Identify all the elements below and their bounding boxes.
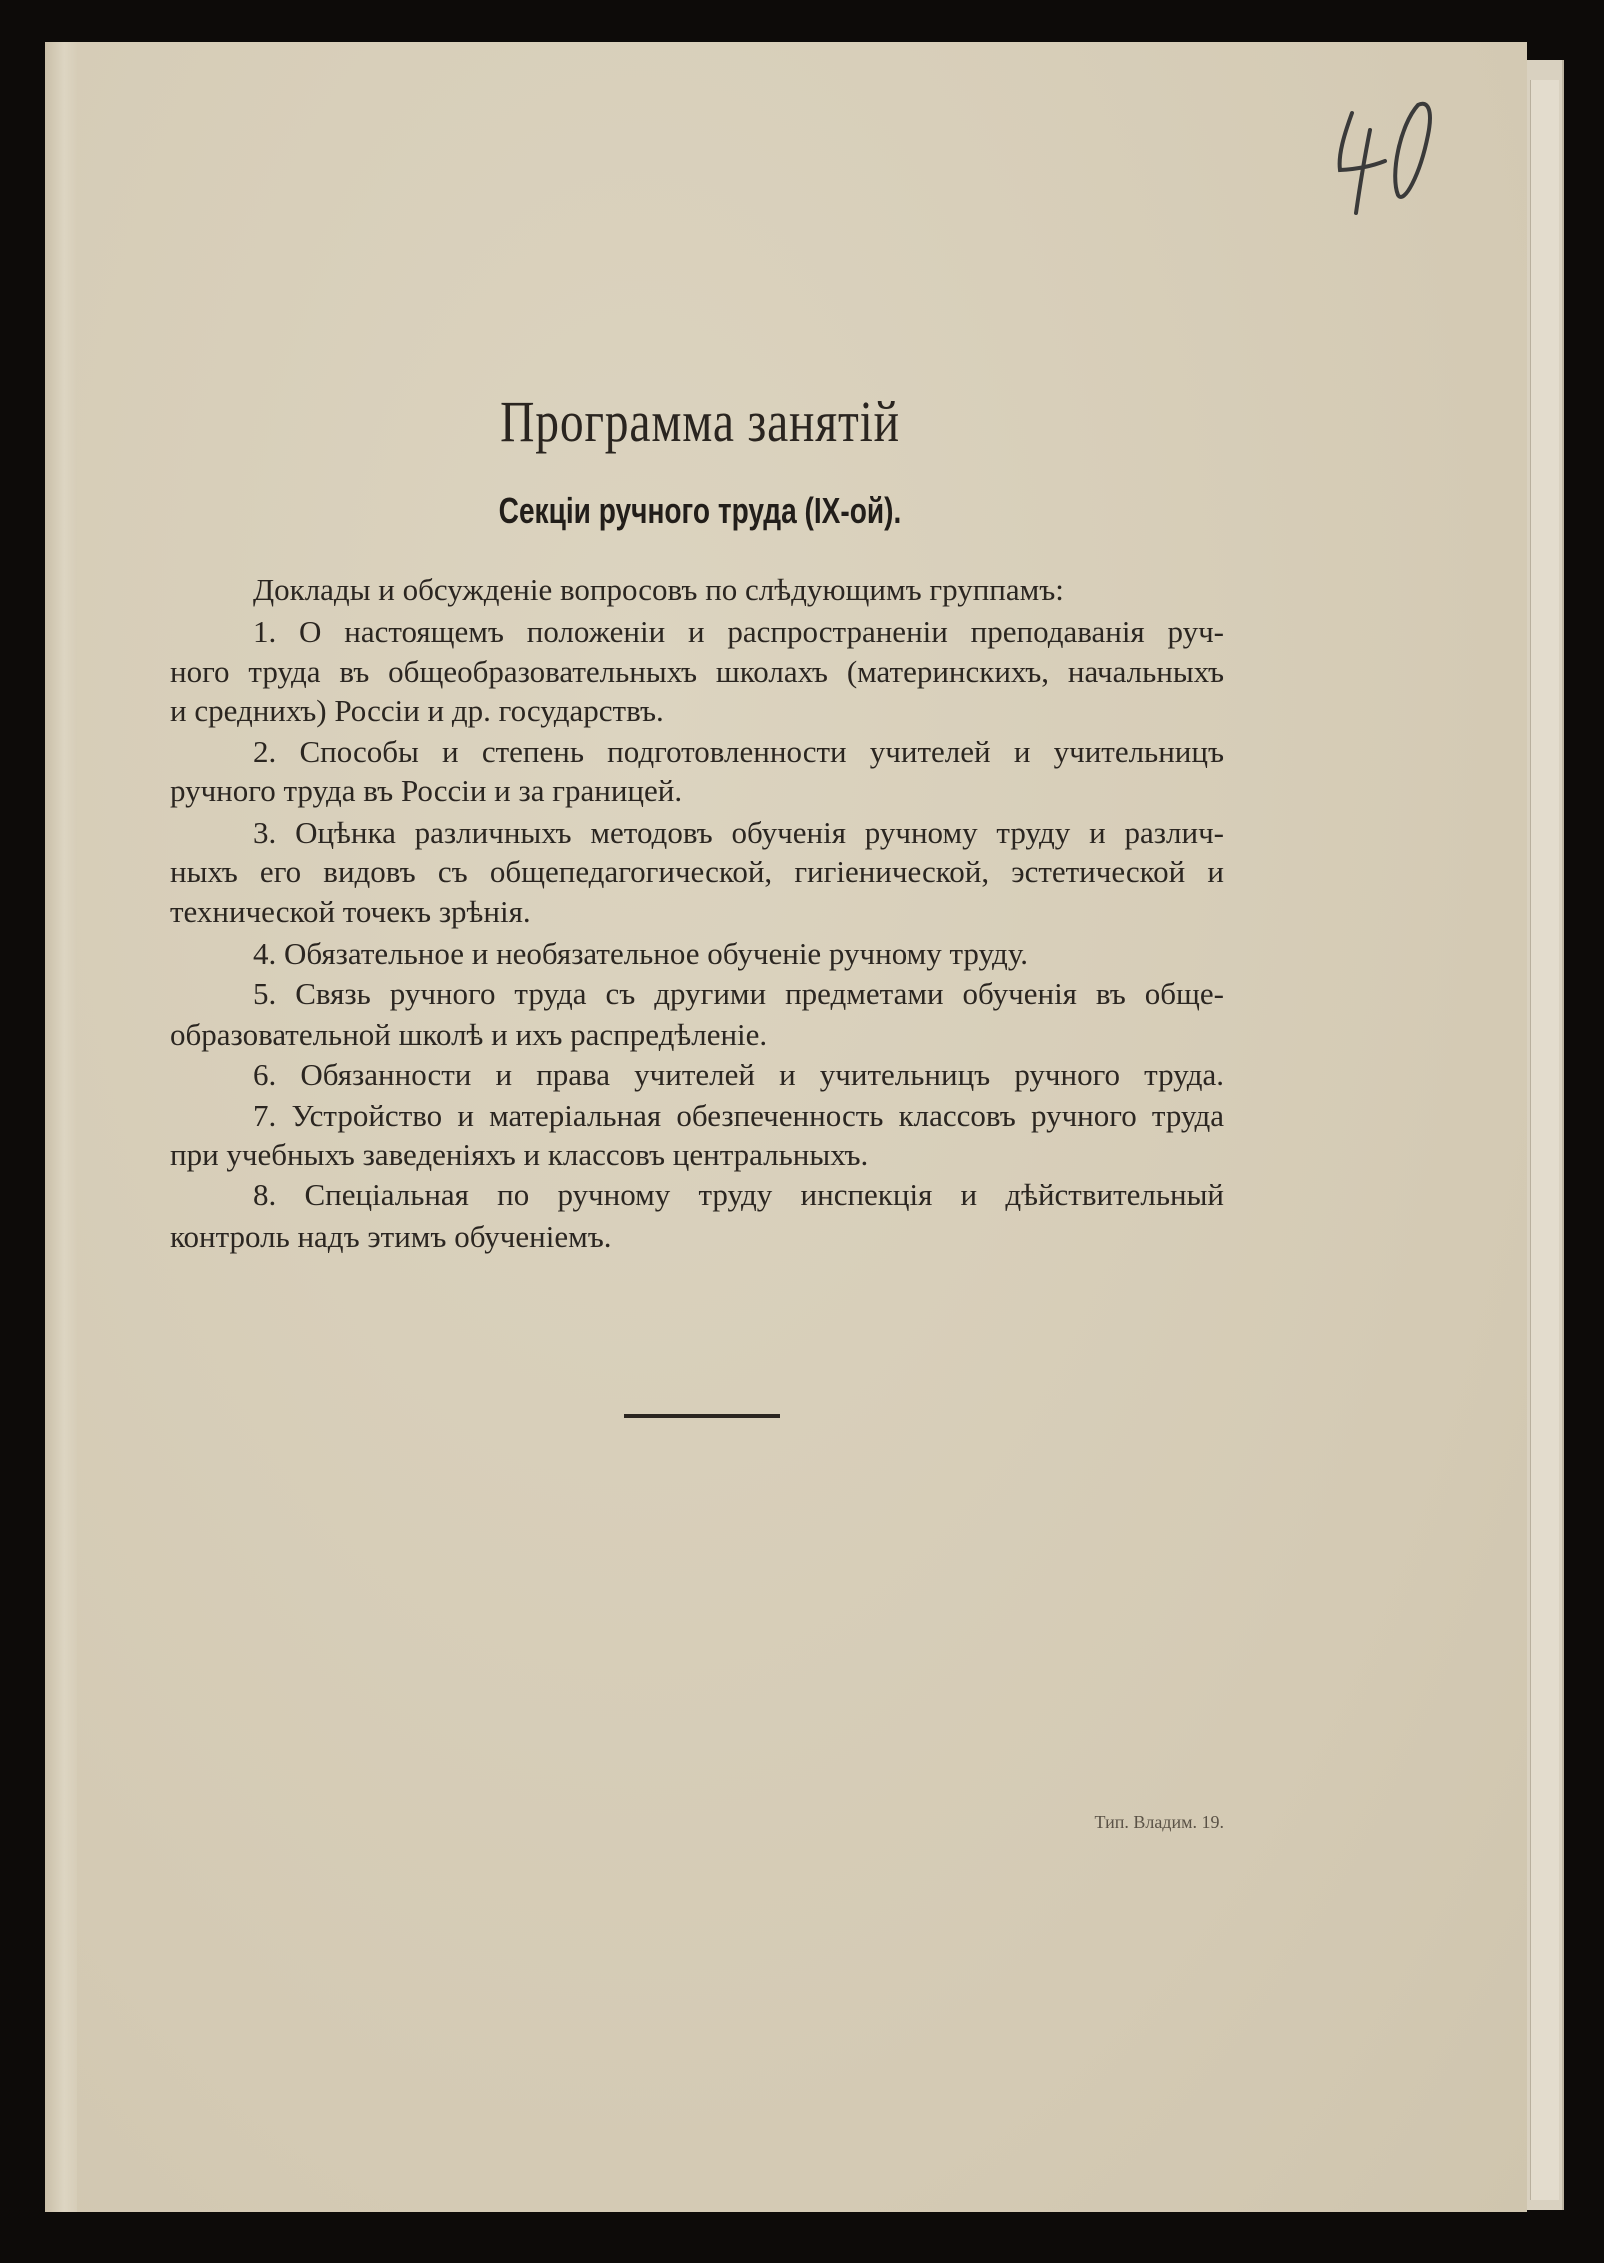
item-1-line-3: и среднихъ) Россіи и др. государствъ.	[170, 693, 664, 728]
item-7-line-2: при учебныхъ заведеніяхъ и классовъ центральныхъ.	[170, 1137, 869, 1172]
item-1-line-2: ного труда въ общеобразовательныхъ школахъ (материнскихъ, начальныхъ	[170, 654, 1224, 689]
page-binding-edge	[45, 42, 77, 2212]
document-subtitle: Секціи ручного труда (IX-ой).	[498, 490, 902, 531]
printer-imprint: Тип. Владим. 19.	[1094, 1812, 1224, 1832]
item-3-line-2: ныхъ его видовъ съ общепедагогической, гигіенической, эстетической и	[170, 854, 1224, 889]
item-2-line-2: ручного труда въ Россіи и за границей.	[170, 773, 683, 808]
item-5-line-2: образовательной школѣ и ихъ распредѣленіе.	[170, 1017, 768, 1052]
item-8-line-2: контроль надъ этимъ обученіемъ.	[170, 1219, 612, 1254]
underlying-sheet-edge	[1530, 80, 1559, 2200]
item-7-line-1: 7. Устройство и матеріальная обезпеченность классовъ ручного труда	[253, 1098, 1224, 1133]
document-title: Программа занятій	[500, 389, 900, 454]
handwritten-page-number	[1330, 95, 1460, 225]
item-4-line-1: 4. Обязательное и необязательное обученіе ручному труду.	[253, 936, 1028, 971]
item-3-line-1: 3. Оцѣнка различныхъ методовъ обученія ручному труду и различ-	[253, 815, 1224, 850]
divider-rule	[624, 1414, 780, 1418]
item-8-line-1: 8. Спеціальная по ручному труду инспекція и дѣйствительный	[253, 1177, 1224, 1212]
item-1-line-1: 1. О настоящемъ положеніи и распространеніи преподаванія руч-	[253, 614, 1224, 649]
item-5-line-1: 5. Связь ручного труда съ другими предметами обученія въ обще-	[253, 976, 1224, 1011]
item-3-line-3: технической точекъ зрѣнія.	[170, 894, 531, 929]
item-6-line-1: 6. Обязанности и права учителей и учительницъ ручного труда.	[253, 1057, 1224, 1092]
item-2-line-1: 2. Способы и степень подготовленности учителей и учительницъ	[253, 734, 1224, 769]
intro-line: Доклады и обсужденіе вопросовъ по слѣдующимъ группамъ:	[253, 572, 1064, 607]
